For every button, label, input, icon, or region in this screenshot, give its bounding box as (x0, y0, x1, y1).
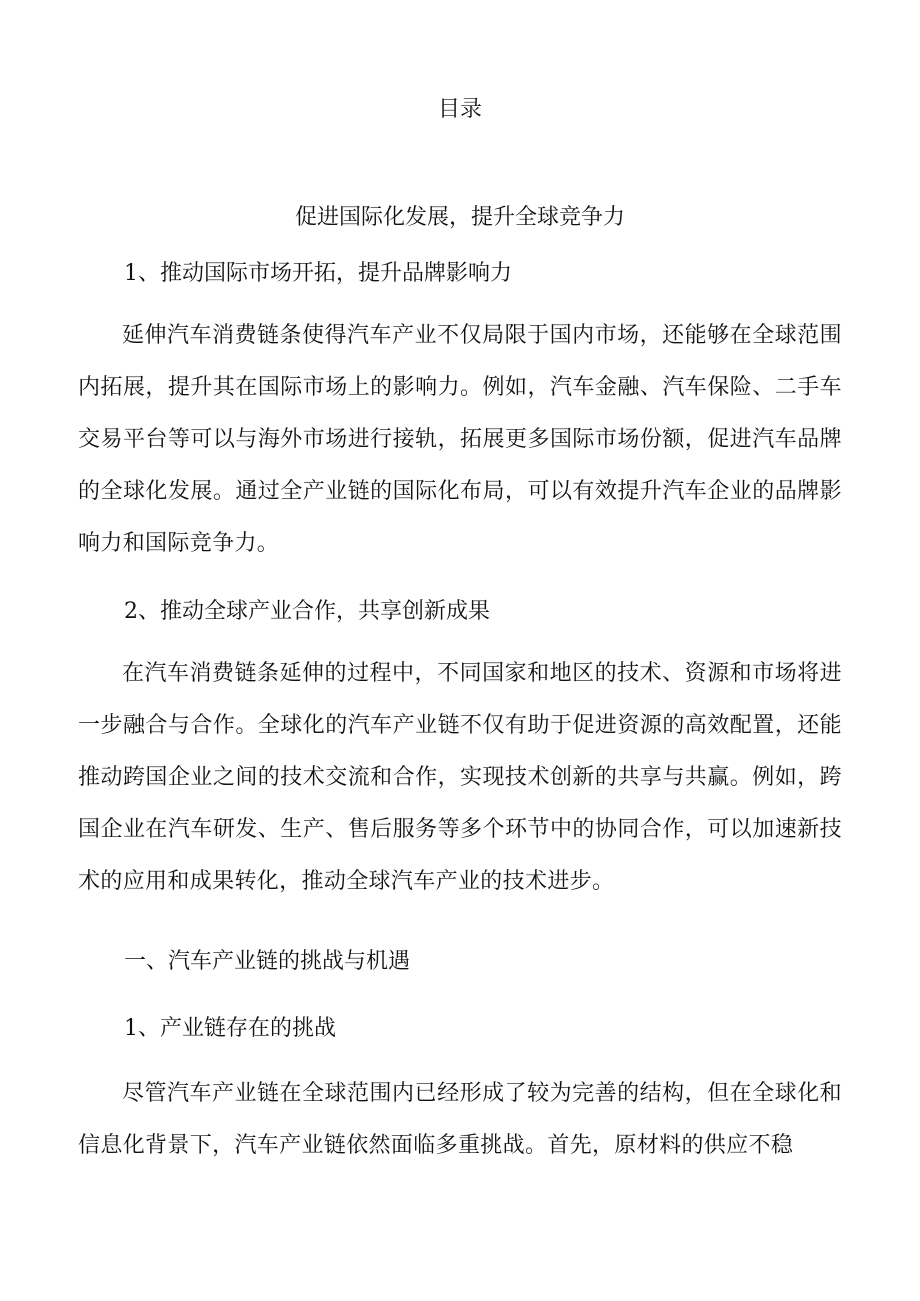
paragraph-international-market: 延伸汽车消费链条使得汽车产业不仅局限于国内市场，还能够在全球范围内拓展，提升其在国际市场上的影响力。例如，汽车金融、汽车保险、二手车交易平台等可以与海外市场进行接轨，拓展更多国际市场份额，促进汽车品牌的全球化发展。通过全产业链的国际化布局，可以有效提升汽车企业的品牌影响力和国际竞争力。 (78, 323, 842, 556)
paragraph-global-cooperation: 在汽车消费链条延伸的过程中，不同国家和地区的技术、资源和市场将进一步融合与合作。全球化的汽车产业链不仅有助于促进资源的高效配置，还能推动跨国企业之间的技术交流和合作，实现技术创新的共享与共赢。例如，跨国企业在汽车研发、生产、售后服务等多个环节中的协同合作，可以加速新技术的应用和成果转化，推动全球汽车产业的技术进步。 (78, 661, 842, 894)
toc-title: 目录 (437, 97, 482, 122)
chapter-title: 一、汽车产业链的挑战与机遇 (124, 949, 411, 974)
section-heading: 促进国际化发展，提升全球竞争力 (294, 205, 625, 230)
paragraph-chain-challenges: 尽管汽车产业链在全球范围内已经形成了较为完善的结构，但在全球化和信息化背景下，汽车产业链依然面临多重挑战。首先，原材料的供应不稳 (78, 1081, 842, 1158)
subheading-chain-challenges: 1、产业链存在的挑战 (124, 1016, 336, 1041)
subheading-international-market: 1、推动国际市场开拓，提升品牌影响力 (124, 261, 512, 286)
subheading-global-cooperation: 2、推动全球产业合作，共享创新成果 (124, 599, 490, 624)
